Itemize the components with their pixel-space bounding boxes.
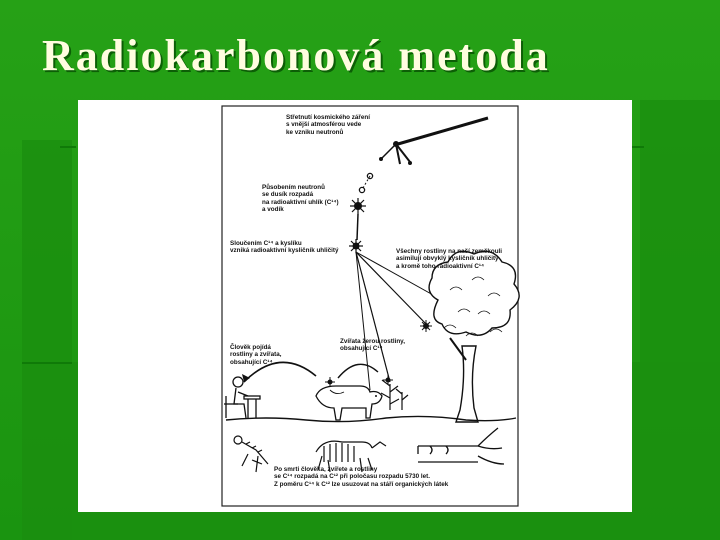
cow-icon: [316, 386, 382, 420]
fan-line-plant: [356, 252, 390, 382]
particle: [408, 161, 412, 165]
cosmic-ray-line: [398, 118, 488, 144]
human-eating-icon: [224, 377, 260, 418]
plant-radiation-icon: [383, 375, 393, 385]
human-skeleton-icon: [234, 436, 268, 472]
tree-radiation-icon: [420, 320, 432, 332]
label-human-eats: Člověk pojídá rostliny a zvířata, obsahující C¹⁴: [230, 344, 282, 366]
label-cosmic-radiation: Střetnutí kosmického záření s vnější atmosférou vede ke vzniku neutronů: [286, 114, 370, 136]
particle: [379, 157, 383, 161]
co2-formation-icon: [349, 239, 363, 253]
background-line: [22, 362, 72, 364]
label-animals-eat-plants: Zvířata žerou rostliny, obsahující C¹⁴: [340, 338, 405, 353]
tree-icon: [429, 251, 519, 422]
descend-line: [357, 214, 358, 240]
diagram-illustration: [78, 100, 632, 512]
fan-line-plant: [356, 252, 370, 390]
plant-to-cow-arrow: [338, 364, 378, 378]
background-line: [60, 146, 76, 148]
plant-icon: [381, 380, 408, 410]
background-panel-right: [640, 100, 720, 400]
nitrogen-burst-icon: [350, 198, 366, 214]
ray-fragment: [382, 144, 396, 158]
label-decay-after-death: Po smrti člověka, zvířete a rostliny se C¹⁴ rozpadá na C¹² při poločasu rozpadu 5730 let. Z poměru C¹⁴ k C¹² lze usuzovat na stáří organických látek: [274, 466, 449, 488]
diagram-card: [78, 100, 632, 512]
neutron: [359, 187, 364, 192]
background-line: [632, 146, 644, 148]
label-plants-assimilate: Všechny rostliny na naší zeměkouli asimilují obvyklý kysličník uhličitý a kromě toho radioaktivní C¹⁴: [396, 248, 503, 270]
label-co2-formation: Sloučením C¹⁴ a kyslíku vzniká radioaktivní kysličník uhličitý: [230, 240, 339, 255]
slide-title: Radiokarbonová metoda: [42, 31, 550, 80]
fallen-tree-icon: [418, 428, 504, 464]
label-neutron-action: Působením neutronů se dusík rozpadá na radioaktivní uhlík (C¹⁴) a vodík: [262, 184, 339, 214]
